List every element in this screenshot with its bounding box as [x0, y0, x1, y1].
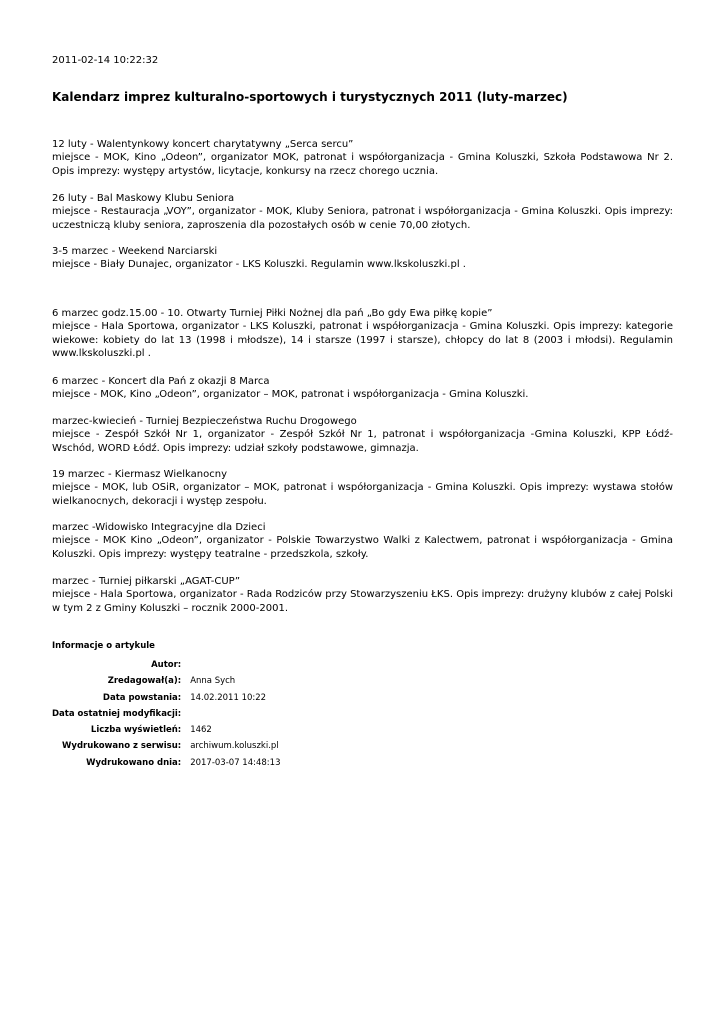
info-label: Liczba wyświetleń: [90, 725, 182, 736]
info-row-printed-date [52, 755, 280, 771]
event-title: 6 marzec - Koncert dla Pań z okazji 8 Marca [52, 376, 270, 387]
info-value: 1462 [190, 725, 212, 736]
event-description: miejsce - Zespół Szkół Nr 1, organizator - Zespół Szkół Nr 1, patronat i współorganizacja -Gmina Koluszki, KPP Łódź- Wschód, WORD Łódź. Opis imprezy: udział szkoły podstawowe, gimnazja. [52, 429, 673, 454]
event-item [52, 468, 673, 508]
info-label: Wydrukowano z serwisu: [62, 741, 182, 752]
info-value: 2017-03-07 14:48:13 [190, 757, 281, 768]
event-title: 3-5 marzec - Weekend Narciarski [52, 246, 218, 257]
info-value: Anna Sych [190, 676, 236, 687]
event-item [52, 192, 673, 232]
article-page [52, 0, 673, 1024]
event-title: marzec - Turniej piłkarski „AGAT-CUP” [52, 576, 241, 587]
info-value [190, 657, 280, 673]
info-label: Data powstania: [102, 692, 182, 703]
event-description: miejsce - Biały Dunajec, organizator - LKS Koluszki. Regulamin www.lkskoluszki.pl . [52, 259, 466, 271]
info-row-modified [52, 706, 280, 722]
info-row-printed-from [52, 738, 280, 754]
event-title: 19 marzec - Kiermasz Wielkanocny [52, 469, 228, 480]
info-label: Autor: [151, 660, 182, 670]
event-description: miejsce - MOK Kino „Odeon”, organizator - Polskie Towarzystwo Walki z Kalectwem, patronat i współorganizacja - Gmina Koluszki. Opis imprezy: występy teatralne - przedszkola, szkoły. [52, 535, 673, 560]
event-title: 12 luty - Walentynkowy koncert charytatywny „Serca sercu” [52, 139, 354, 150]
event-title: marzec -Widowisko Integracyjne dla Dzieci [52, 522, 266, 533]
event-description: miejsce - Restauracja „VOY”, organizator - MOK, Kluby Seniora, patronat i współorganizacja - Gmina Koluszki. Opis imprezy: uczestniczą kluby seniora, zaproszenia dla pozostałych osób w cenie 70,00 złotych. [52, 206, 673, 231]
article-info-table [52, 657, 280, 771]
event-item [52, 245, 673, 272]
event-item [52, 415, 673, 455]
event-description: miejsce - MOK, Kino „Odeon”, organizator MOK, patronat i współorganizacja - Gmina Koluszki, Szkoła Podstawowa Nr 2. Opis imprezy: występy artystów, licytacje, konkursy na rzecz chorego ucznia. [52, 152, 673, 177]
event-item [52, 307, 673, 361]
article-title: Kalendarz imprez kulturalno-sportowych i turystycznych 2011 (luty-marzec) [52, 90, 568, 104]
info-row-author [52, 657, 280, 673]
event-title: 6 marzec godz.15.00 - 10. Otwarty Turniej Piłki Nożnej dla pań „Bo gdy Ewa piłkę kopie” [52, 308, 493, 319]
article-info-heading: Informacje o artykule [52, 641, 155, 651]
info-row-views [52, 722, 280, 738]
info-label: Data ostatniej modyfikacji: [52, 708, 182, 719]
event-item [52, 375, 673, 402]
print-timestamp: 2011-02-14 10:22:32 [52, 55, 159, 66]
info-label: Wydrukowano dnia: [86, 757, 182, 768]
info-value: archiwum.koluszki.pl [190, 741, 279, 752]
event-item [52, 575, 673, 615]
event-item [52, 138, 673, 178]
info-value: 14.02.2011 10:22 [190, 692, 267, 703]
event-description: miejsce - MOK, lub OSiR, organizator – MOK, patronat i współorganizacja - Gmina Koluszki. Opis imprezy: wystawa stołów wielkanocnych, dekoracji i występ zespołu. [52, 482, 673, 507]
event-item [52, 521, 673, 561]
info-value [190, 706, 280, 722]
event-description: miejsce - MOK, Kino „Odeon”, organizator – MOK, patronat i współorganizacja - Gmina Koluszki. [52, 389, 529, 401]
event-description: miejsce - Hala Sportowa, organizator - Rada Rodziców przy Stowarzyszeniu ŁKS. Opis imprezy: drużyny klubów z całej Polski w tym 2 z Gminy Koluszki – rocznik 2000-2001. [52, 589, 673, 614]
event-title: 26 luty - Bal Maskowy Klubu Seniora [52, 193, 235, 204]
info-row-editor [52, 673, 280, 689]
event-description: miejsce - Hala Sportowa, organizator - LKS Koluszki, patronat i współorganizacja - Gmina Koluszki. Opis imprezy: kategorie wiekowe: kobiety do lat 13 (1998 i młodsze), 14 i starsze (1997 i starsze), chłopcy do lat 8 (2003 i młodsi). Regulamin www.lkskoluszki.pl . [52, 321, 673, 360]
info-row-created [52, 690, 280, 706]
event-title: marzec-kwiecień - Turniej Bezpieczeństwa Ruchu Drogowego [52, 416, 357, 427]
info-label: Zredagował(a): [107, 676, 182, 687]
